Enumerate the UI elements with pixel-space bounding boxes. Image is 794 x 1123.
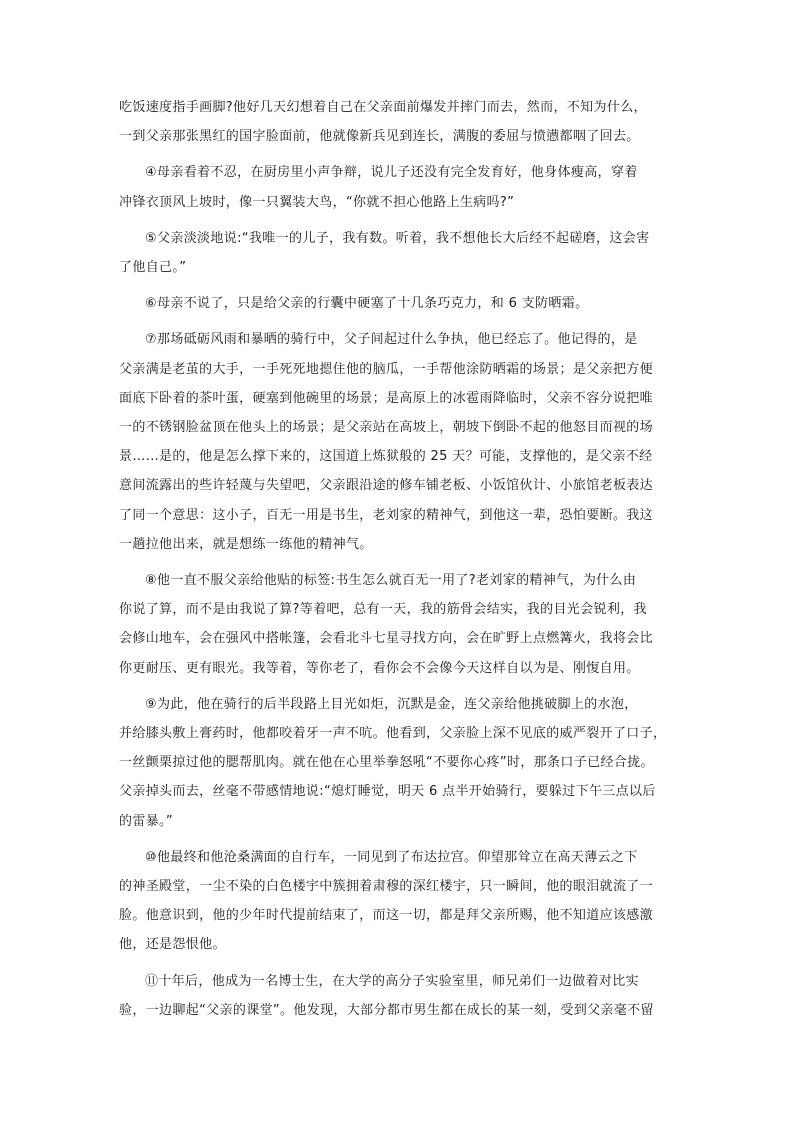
text-line: 吃饭速度指手画脚?他好几天幻想着自己在父亲面前爆发并摔门而去，然而，不知为什么， (119, 100, 647, 115)
text-line: 你更耐压、更有眼光。我等着，等你老了，看你会不会像今天这样自以为是、刚愎自用。 (119, 660, 640, 676)
paragraph-continued (119, 93, 673, 151)
paragraph-11 (119, 967, 673, 1025)
text-line: 冲锋衣顶风上坡时，像一只翼装大鸟，“你就不担心他路上生病吗?” (119, 194, 515, 210)
text-line: ⑦那场砥砺风雨和暴晒的骑行中，父子间起过什么争执，他已经忘了。他记得的，是 (145, 332, 638, 348)
text-line: 的雷暴。” (119, 813, 173, 829)
text-line: ⑤父亲淡淡地说:“我唯一的儿子，我有数。听着，我不想他长大后经不起磋磨，这会害 (145, 230, 650, 246)
paragraph-9 (119, 690, 673, 836)
text-line: ⑩他最终和他沧桑满面的自行车，一同见到了布达拉宫。仰望那耸立在高天薄云之下 (145, 849, 638, 865)
text-line: 一到父亲那张黑红的国字脸面前，他就像新兵见到连长，满腹的委屈与愤懑都咽了回去。 (119, 129, 640, 145)
text-line: 脸。他意识到，他的少年时代提前结束了，而这一切，都是拜父亲所赐，他不知道应该感激 (119, 908, 654, 924)
text-line: 了他自己。” (119, 260, 187, 276)
text-line: 并给膝头敷上膏药时，他都咬着牙一声不吭。他看到，父亲脸上深不见底的威严裂开了口子， (119, 726, 667, 742)
paragraph-5 (119, 224, 673, 282)
text-line: 一趟拉他出来，就是想练一练他的精神气。 (119, 536, 373, 552)
text-line: 一丝颤栗掠过他的腮帮肌肉。就在他在心里举拳怒吼“不要你心疼”时，那条口子已经合拢。 (119, 755, 654, 771)
paragraph-4 (119, 158, 673, 216)
paragraph-6 (119, 289, 673, 318)
text-line: ⑨为此，他在骑行的后半段路上目光如炬，沉默是金，连父亲给他挑破脚上的水泡， (145, 696, 638, 712)
text-line: 父亲满是老茧的大手，一手死死地摁住他的脑瓜，一手帮他涂防晒霜的场景；是父亲把方便 (119, 361, 654, 377)
text-line: 景……是的，他是怎么撑下来的，这国道上炼狱般的 25 天？可能，支撑他的，是父亲不经 (119, 449, 653, 465)
text-line: ⑪十年后，他成为一名博士生，在大学的高分子实验室里，师兄弟们一边做着对比实 (145, 973, 639, 989)
paragraph-7 (119, 325, 673, 559)
paragraph-8 (119, 566, 673, 683)
text-line: 你说了算，而不是由我说了算?等着吧，总有一天，我的筋骨会结实，我的目光会锐利，我 (119, 602, 647, 618)
document-body (119, 93, 673, 1032)
text-line: 验，一边聊起“父亲的课堂”。他发现，大部分都市男生都在成长的某一刻，受到父亲毫不留 (119, 1002, 654, 1018)
paragraph-10 (119, 843, 673, 960)
text-line: 他，还是怨恨他。 (119, 937, 226, 953)
text-line: 的神圣殿堂，一尘不染的白色楼宇中簇拥着肃穆的深红楼宇，只一瞬间，他的眼泪就流了一 (119, 879, 654, 895)
text-line: 一的不锈钢脸盆顶在他头上的场景；是父亲站在高坡上，朝坡下倒卧不起的他怒目而视的场 (119, 420, 654, 436)
text-line: ⑥母亲不说了，只是给父亲的行囊中硬塞了十几条巧克力，和 6 支防晒霜。 (145, 296, 589, 312)
text-line: 了同一个意思：这小子，百无一用是书生，老刘家的精神气，到他这一辈，恐怕要断。我这 (119, 507, 654, 523)
text-line: 父亲掉头而去，丝毫不带感情地说:“熄灯睡觉，明天 6 点半开始骑行，要躲过下午三点以后 (119, 784, 656, 800)
text-line: 面底下卧着的茶叶蛋，硬塞到他碗里的场景；是高原上的冰雹雨降临时，父亲不容分说把唯 (119, 390, 654, 406)
text-line: 意间流露出的些许轻蔑与失望吧，父亲跟沿途的修车铺老板、小饭馆伙计、小旅馆老板表达 (119, 478, 654, 494)
text-line: ④母亲看着不忍，在厨房里小声争辩，说儿子还没有完全发育好，他身体瘦高，穿着 (145, 165, 638, 181)
text-line: 会修山地车，会在强风中搭帐篷，会看北斗七星寻找方向，会在旷野上点燃篝火，我将会比 (119, 631, 654, 647)
text-line: ⑧他一直不服父亲给他贴的标签:书生怎么就百无一用了?老刘家的精神气，为什么由 (145, 573, 637, 589)
